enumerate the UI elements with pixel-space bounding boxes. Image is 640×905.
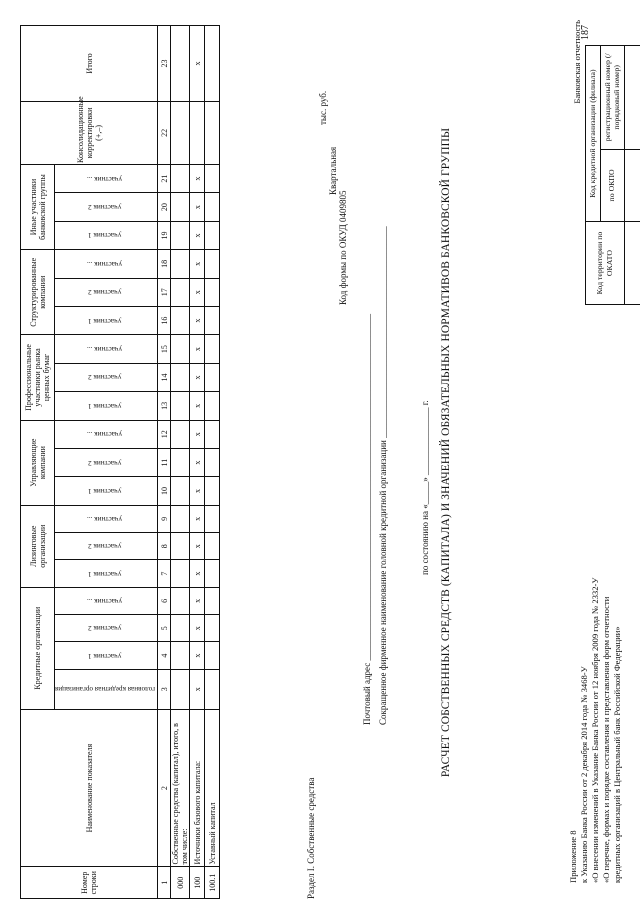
group-header: Кредитные организации bbox=[21, 587, 55, 709]
bank-reporting-label: Банковская отчетность bbox=[572, 20, 582, 104]
group-header: Лизинговые организации bbox=[21, 505, 55, 587]
value-cell[interactable] bbox=[171, 306, 190, 334]
participant-label: участник 1 bbox=[88, 231, 122, 240]
value-cell: x bbox=[190, 306, 205, 334]
column-number: 1 bbox=[158, 867, 171, 899]
participant-label: участник 2 bbox=[88, 458, 122, 467]
group-header: Профессиональные участники рынка ценных бумаг bbox=[21, 335, 55, 420]
value-cell[interactable] bbox=[171, 363, 190, 391]
reg-number-header: регистрационный номер (/порядковый номер) bbox=[600, 46, 624, 150]
participant-header bbox=[55, 335, 158, 363]
column-number: 6 bbox=[158, 587, 171, 614]
value-cell[interactable] bbox=[205, 533, 220, 560]
participant-header bbox=[55, 420, 158, 448]
codes-table bbox=[585, 45, 640, 305]
value-cell[interactable] bbox=[205, 642, 220, 669]
credit-org-code-header: Код кредитной организации (филиала) bbox=[586, 46, 601, 222]
value-cell[interactable] bbox=[171, 560, 190, 587]
participant-header bbox=[55, 193, 158, 221]
value-cell: x bbox=[190, 669, 205, 709]
column-number: 7 bbox=[158, 560, 171, 587]
participant-header bbox=[55, 278, 158, 306]
participant-label: участник 1 bbox=[88, 316, 122, 325]
unit-label: тыс. руб. bbox=[318, 90, 328, 125]
value-cell[interactable] bbox=[171, 587, 190, 614]
participant-header bbox=[55, 392, 158, 420]
value-cell[interactable] bbox=[171, 392, 190, 420]
column-number: 8 bbox=[158, 533, 171, 560]
value-cell[interactable] bbox=[171, 26, 190, 102]
value-cell: x bbox=[190, 420, 205, 448]
group-header: Иные участники банковской группы bbox=[21, 164, 55, 249]
value-cell[interactable] bbox=[171, 533, 190, 560]
participant-header bbox=[55, 164, 158, 192]
postal-address-field: Почтовый адрес _____________________________________________________________________________ bbox=[362, 313, 372, 725]
appendix-line: «О внесении изменений в Указание Банка России от 12 ноября 2009 года № 2332-У bbox=[590, 577, 600, 883]
participant-label: участник 1 bbox=[88, 569, 122, 578]
table-row bbox=[190, 26, 205, 899]
participant-label: участник ... bbox=[87, 596, 123, 605]
column-number: 19 bbox=[158, 221, 171, 249]
participant-label: участник 2 bbox=[88, 624, 122, 633]
section-title: Раздел I. Собственные средства bbox=[306, 777, 316, 899]
okpo-header: по ОКПО bbox=[600, 149, 624, 222]
column-number: 4 bbox=[158, 642, 171, 669]
value-cell[interactable] bbox=[205, 505, 220, 532]
appendix-line: Приложение 8 bbox=[568, 830, 578, 883]
value-cell: x bbox=[190, 560, 205, 587]
participant-header bbox=[55, 587, 158, 614]
value-cell[interactable] bbox=[205, 392, 220, 420]
value-cell[interactable] bbox=[205, 587, 220, 614]
participant-label: участник ... bbox=[87, 514, 123, 523]
participant-header bbox=[55, 306, 158, 334]
column-number: 17 bbox=[158, 278, 171, 306]
column-number: 15 bbox=[158, 335, 171, 363]
column-number: 18 bbox=[158, 250, 171, 278]
participant-header bbox=[55, 560, 158, 587]
column-number: 23 bbox=[158, 26, 171, 102]
column-number: 13 bbox=[158, 392, 171, 420]
value-cell: x bbox=[190, 221, 205, 249]
participant-header bbox=[55, 669, 158, 709]
table-row bbox=[171, 26, 190, 899]
okato-header: Код территории по ОКАТО bbox=[586, 222, 625, 305]
row-number: 100 bbox=[190, 867, 205, 899]
value-cell[interactable] bbox=[171, 420, 190, 448]
participant-label: участник 2 bbox=[88, 288, 122, 297]
column-number: 3 bbox=[158, 669, 171, 709]
value-cell: x bbox=[190, 250, 205, 278]
column-number: 20 bbox=[158, 193, 171, 221]
group-header: Структурированные компании bbox=[21, 250, 55, 335]
column-number-row bbox=[158, 26, 171, 899]
value-cell: x bbox=[190, 533, 205, 560]
column-number: 22 bbox=[158, 101, 171, 164]
value-cell: x bbox=[190, 193, 205, 221]
participant-header bbox=[55, 533, 158, 560]
value-cell[interactable] bbox=[171, 505, 190, 532]
participant-label: участник ... bbox=[87, 259, 123, 268]
column-number: 9 bbox=[158, 505, 171, 532]
value-cell[interactable] bbox=[171, 193, 190, 221]
value-cell[interactable] bbox=[171, 221, 190, 249]
value-cell: x bbox=[190, 587, 205, 614]
table-row bbox=[205, 26, 220, 899]
value-cell[interactable] bbox=[205, 306, 220, 334]
participant-header bbox=[55, 448, 158, 476]
column-number: 2 bbox=[158, 709, 171, 867]
value-cell[interactable] bbox=[205, 615, 220, 642]
period-label: Квартальная bbox=[328, 146, 338, 195]
indicator-name: Уставный капитал bbox=[205, 709, 220, 867]
participant-label: участник 1 bbox=[88, 401, 122, 410]
indicator-name-header: Наименование показателя bbox=[21, 709, 158, 867]
participant-label: участник ... bbox=[87, 174, 123, 183]
value-cell: x bbox=[190, 278, 205, 306]
value-cell: x bbox=[190, 505, 205, 532]
indicator-name: Собственные средства (капитал), итого, в том числе: bbox=[171, 709, 190, 867]
okpo-cell[interactable] bbox=[624, 149, 640, 222]
value-cell: x bbox=[190, 335, 205, 363]
column-number: 11 bbox=[158, 448, 171, 476]
form-title: РАСЧЕТ СОБСТВЕННЫХ СРЕДСТВ (КАПИТАЛА) И ЗНАЧЕНИЙ ОБЯЗАТЕЛЬНЫХ НОРМАТИВОВ БАНКОВСКОЙ ГРУППЫ bbox=[440, 127, 452, 778]
value-cell[interactable] bbox=[171, 615, 190, 642]
value-cell[interactable] bbox=[205, 278, 220, 306]
appendix-line: «О перечне, формах и порядке составления и представления форм отчетности bbox=[601, 596, 611, 883]
participant-header bbox=[55, 505, 158, 532]
value-cell[interactable] bbox=[205, 26, 220, 102]
okato-cell[interactable] bbox=[624, 222, 640, 305]
row-number: 000 bbox=[171, 867, 190, 899]
participant-label: участник 1 bbox=[88, 487, 122, 496]
participant-header bbox=[55, 615, 158, 642]
as-of-date: по состоянию на «_____» _______________ г. bbox=[420, 400, 430, 575]
value-cell[interactable] bbox=[171, 448, 190, 476]
participant-header bbox=[55, 477, 158, 505]
page-number: 187 bbox=[580, 25, 591, 40]
short-name-field: Сокращенное фирменное наименование головной кредитной организации _______________________________________________ bbox=[378, 226, 388, 725]
value-cell[interactable] bbox=[205, 221, 220, 249]
value-cell: x bbox=[190, 448, 205, 476]
value-cell[interactable] bbox=[205, 250, 220, 278]
participant-label: участник ... bbox=[87, 430, 123, 439]
value-cell[interactable] bbox=[205, 669, 220, 709]
consolidation-header: Консолидационные корректировки (+,–) bbox=[21, 101, 158, 164]
value-cell[interactable] bbox=[171, 278, 190, 306]
reg-number-cell[interactable] bbox=[624, 46, 640, 150]
value-cell[interactable] bbox=[205, 335, 220, 363]
value-cell[interactable] bbox=[171, 101, 190, 164]
participant-label: участник 2 bbox=[88, 203, 122, 212]
value-cell[interactable] bbox=[205, 560, 220, 587]
appendix-note bbox=[568, 578, 623, 883]
value-cell: x bbox=[190, 615, 205, 642]
participant-header bbox=[55, 221, 158, 249]
value-cell: x bbox=[190, 363, 205, 391]
participant-label: участник ... bbox=[87, 345, 123, 354]
row-number: 100.1 bbox=[205, 867, 220, 899]
participant-label: участник 2 bbox=[88, 542, 122, 551]
value-cell[interactable] bbox=[171, 477, 190, 505]
indicator-name: Источники базового капитала: bbox=[190, 709, 205, 867]
group-header: Управляющие компании bbox=[21, 420, 55, 505]
value-cell[interactable] bbox=[171, 669, 190, 709]
participant-label: участник 2 bbox=[88, 373, 122, 382]
column-number: 5 bbox=[158, 615, 171, 642]
value-cell[interactable] bbox=[171, 250, 190, 278]
participant-header bbox=[55, 642, 158, 669]
value-cell[interactable] bbox=[205, 193, 220, 221]
value-cell[interactable] bbox=[205, 448, 220, 476]
row-number-header: Номер строки bbox=[21, 867, 158, 899]
appendix-line: кредитных организаций в Центральный банк Российской Федерации» bbox=[612, 626, 622, 883]
value-cell: x bbox=[190, 26, 205, 102]
capital-table bbox=[20, 25, 220, 899]
value-cell: x bbox=[190, 642, 205, 669]
total-header: Итого bbox=[21, 26, 158, 102]
participant-header bbox=[55, 363, 158, 391]
value-cell[interactable] bbox=[171, 335, 190, 363]
value-cell[interactable] bbox=[171, 642, 190, 669]
value-cell[interactable] bbox=[205, 420, 220, 448]
column-number: 21 bbox=[158, 164, 171, 192]
column-number: 12 bbox=[158, 420, 171, 448]
participant-header bbox=[55, 250, 158, 278]
value-cell[interactable] bbox=[171, 164, 190, 192]
value-cell[interactable] bbox=[205, 101, 220, 164]
participant-label: участник 1 bbox=[88, 651, 122, 660]
column-number: 14 bbox=[158, 363, 171, 391]
value-cell: x bbox=[190, 164, 205, 192]
okud-code: Код формы по ОКУД 0409805 bbox=[338, 190, 348, 305]
column-number: 10 bbox=[158, 477, 171, 505]
appendix-line: к Указанию Банка России от 2 декабря 2014 года № 3468-У bbox=[579, 666, 589, 883]
value-cell[interactable] bbox=[190, 101, 205, 164]
column-number: 16 bbox=[158, 306, 171, 334]
value-cell: x bbox=[190, 477, 205, 505]
value-cell[interactable] bbox=[205, 164, 220, 192]
participant-label: головная кредитная организация bbox=[55, 685, 155, 694]
value-cell: x bbox=[190, 392, 205, 420]
value-cell[interactable] bbox=[205, 477, 220, 505]
value-cell[interactable] bbox=[205, 363, 220, 391]
